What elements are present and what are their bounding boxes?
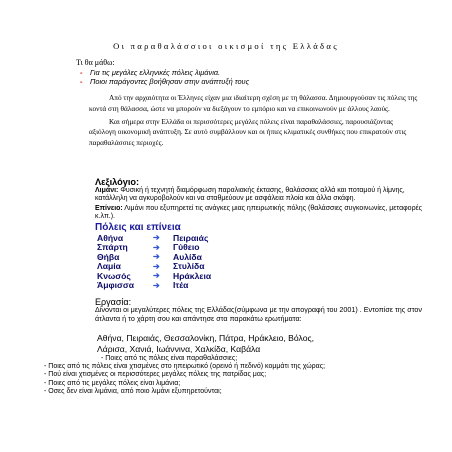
exercise-question: - Ποιες από τις πόλεις είναι χτισμένες στο ηπειρωτικό (ορεινό ή πεδινό) κομμάτι της χώρας; <box>44 363 326 370</box>
exercise-question: - Ποιες από τις μεγάλες πόλεις είναι λιμάνια; <box>44 379 181 387</box>
ports-row <box>97 233 285 243</box>
city-name: Θήβα <box>97 251 120 262</box>
port-name: Αυλίδα <box>173 251 202 262</box>
intro-text <box>89 93 419 149</box>
arrow-right-icon: ➔ <box>153 261 160 271</box>
port-name: Ιτέα <box>173 280 189 291</box>
learning-goal-item <box>80 68 220 77</box>
bullet-mark: - <box>80 77 83 86</box>
learning-goal-text: Για τις μεγάλες ελληνικές πόλεις λιμάνια. <box>90 68 221 77</box>
city-name: Αθήνα <box>97 232 124 243</box>
city-name: Κνωσός <box>97 270 131 281</box>
intro-paragraph-2: Και σήμερα στην Ελλάδα οι περισσότερες μεγάλες πόλεις είναι παραθαλάσσιες, παρουσιάζοντας αξιόλογη οικονομική ανάπτυξη. Σε αυτό συμβάλλουν και οι ήπιες κλιματικές συνθήκες που επικρατούν στις παραθαλάσσιες περιοχές. <box>89 116 407 148</box>
port-name: Ηράκλεια <box>173 270 212 281</box>
vocabulary-term: Επίνειο: <box>95 205 123 212</box>
intro-paragraph-1: Από την αρχαιότητα οι Έλληνες είχαν μια ιδιαίτερη σχέση με τη θάλασσα. Δημιουργούσαν τις πόλεις της κοντά στη θάλασσα, ώστε να μπορούν να διεξάγουν το εμπόριο και να επικοινωνούν με άλλους λαούς. <box>89 93 418 113</box>
exercise-questions <box>44 363 414 396</box>
port-name: Γύθειο <box>173 242 200 253</box>
learning-goals-heading: Τι θα μάθω: <box>76 58 115 67</box>
port-name: Στυλίδα <box>173 261 205 272</box>
ports-row <box>97 243 285 253</box>
arrow-right-icon: ➔ <box>153 271 160 281</box>
arrow-right-icon: ➔ <box>153 242 160 252</box>
vocabulary-definition: Λιμάνι που εξυπηρετεί τις ανάγκες μιας ηπειρωτικής πόλης (θαλάσσιες συγκοινωνίες, μεταφορές κ.λπ.). <box>95 205 423 221</box>
ports-heading: Πόλεις και επίνεια <box>95 222 181 233</box>
city-name: Σπάρτη <box>97 242 128 253</box>
vocabulary-entry <box>95 187 430 204</box>
exercise-heading: Εργασία: <box>95 297 132 307</box>
city-list-line: Αθήνα, Πειραιάς, Θεσσαλονίκη, Πάτρα, Ηράκλειο, Βόλος, <box>97 333 315 343</box>
exercise-question: - Πού είναι χτισμένες οι περισσότερες μεγάλες πόλεις της πατρίδας μας; <box>44 371 267 379</box>
ports-table <box>95 222 285 290</box>
vocabulary-term: Λιμάνι: <box>95 187 119 194</box>
ports-row <box>97 262 285 272</box>
exercise-question: - Οσες δεν είναι λιμάνια, από ποιο λιμάνι εξυπηρετούνται; <box>44 387 222 395</box>
vocabulary-heading: Λεξιλόγιο: <box>95 177 140 187</box>
arrow-right-icon: ➔ <box>153 233 160 243</box>
city-name: Λαμία <box>97 261 121 272</box>
ports-row <box>97 271 285 281</box>
exercise-question: - Ποιες από τις πόλεις είναι παραθαλάσσιες; <box>101 355 238 362</box>
city-list-line: Λάρισα, Χανιά, Ιωάννινα, Χαλκίδα, Καβάλα <box>97 344 261 354</box>
ports-row <box>97 281 285 291</box>
ports-row <box>97 252 285 262</box>
vocabulary-entry <box>95 205 430 222</box>
learning-goal-item <box>80 77 249 86</box>
arrow-right-icon: ➔ <box>153 252 160 262</box>
city-name: Άμφισσα <box>97 280 135 291</box>
bullet-mark: - <box>80 68 83 77</box>
vocabulary-definition: Φυσική ή τεχνητή διαμόρφωση παραλιακής έκτασης, θαλάσσιας αλλά και ποταμού ή λίμνης, κατάλληλη να αγκυροβολούν και να σταθμεύουν με ασφάλεια πλοία και άλλα σκάφη. <box>95 187 405 203</box>
page-title: Οι παραθαλάσσιοι οικισμοί της Ελλάδας <box>113 41 339 51</box>
arrow-right-icon: ➔ <box>153 280 160 290</box>
exercise-instructions: Δίνονται οι μεγαλύτερες πόλεις της Ελλάδας(σύμφωνα με την απογραφή του 2001) . Εντοπίσε της στον άτλαντα ή το χάρτη σου και απάντησε στα παρακάτω ερωτήματα: <box>95 305 423 323</box>
port-name: Πειραιάς <box>173 232 209 243</box>
learning-goal-text: Ποιοι παράγοντες βοήθησαν στην ανάπτυξή τους <box>90 77 250 86</box>
